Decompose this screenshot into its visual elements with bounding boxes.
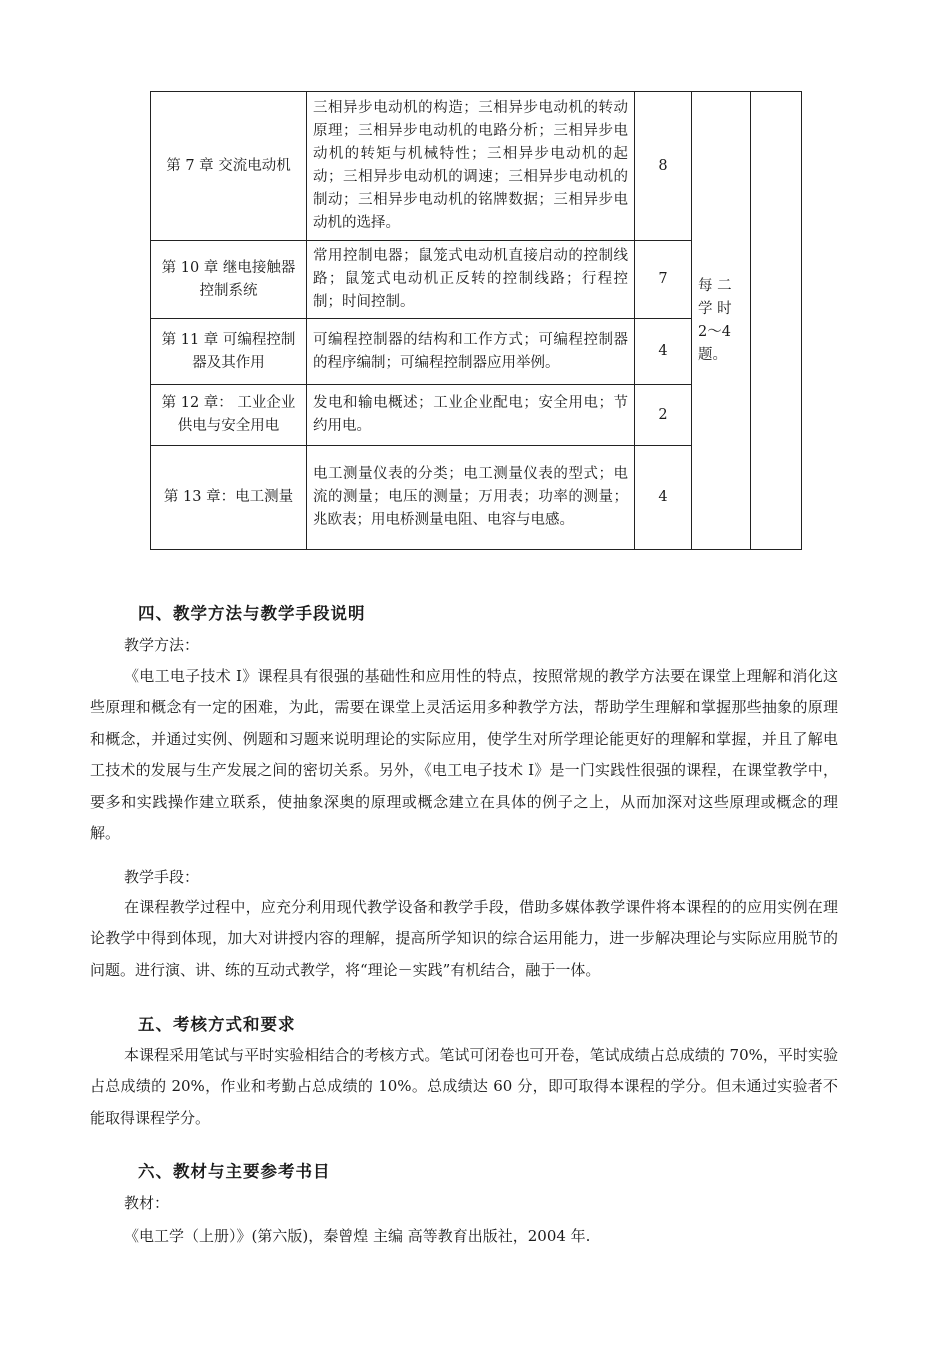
hours-cell: 7 [635,241,692,319]
chapter-cell: 第 7 章 交流电动机 [151,92,307,241]
assessment-paragraph: 本课程采用笔试与平时实验相结合的考核方式。笔试可闭卷也可开卷，笔试成绩占总成绩的 70%，平时实验占总成绩的 20%，作业和考勤占总成绩的 10%。总成绩达 60 分，即可取得本课程的学分。但未通过实验者不能取得课程学分。 [90,1046,838,1127]
section-heading: 五、考核方式和要求 [138,1015,296,1034]
hours-cell: 4 [635,319,692,385]
content-cell: 电工测量仪表的分类；电工测量仪表的型式；电流的测量；电压的测量；万用表；功率的测量；兆欧表；用电桥测量电阻、电容与电感。 [307,446,635,550]
methods-paragraph: 《电工电子技术 I》课程具有很强的基础性和应用性的特点，按照常规的教学方法要在课堂上理解和消化这些原理和概念有一定的困难，为此，需要在课堂上灵活运用多种教学方法，帮助学生理解和掌握那些抽象的原理和概念，并通过实例、例题和习题来说明理论的实际应用，使学生对所学理论能更好的理解和掌握，并且了解电工技术的发展与生产发展之间的密切关系。另外，《电工电子技术 I》是一门实践性很强的课程，在课堂教学中，要多和实践操作建立联系，使抽象深奥的原理或概念建立在具体的例子之上，从而加深对这些原理或概念的理解。 [90,667,838,843]
exercise-note-cell: 每 二 学 时 2～4 题。 [692,92,751,550]
syllabus-table [150,91,802,550]
content-cell: 可编程控制器的结构和工作方式；可编程控制器的程序编制；可编程控制器应用举例。 [307,319,635,385]
textbook-label: 教材： [124,1194,170,1212]
chapter-cell: 第 13 章：电工测量 [151,446,307,550]
hours-cell: 2 [635,385,692,446]
hours-cell: 4 [635,446,692,550]
means-paragraph: 在课程教学过程中，应充分利用现代教学设备和教学手段，借助多媒体教学课件将本课程的的应用实例在理论教学中得到体现，加大对讲授内容的理解，提高所学知识的综合运用能力，进一步解决理论与实际应用脱节的问题。进行演、讲、练的互动式教学，将“理论－实践”有机结合，融于一体。 [90,898,838,979]
textbook-entry: 《电工学（上册）》(第六版)，秦曾煌 主编 高等教育出版社，2004 年. [124,1227,591,1245]
means-label: 教学手段： [124,868,200,886]
empty-cell [751,92,802,550]
chapter-cell: 第 12 章： 工业企业供电与安全用电 [151,385,307,446]
table-row [151,92,802,241]
section-heading: 六、教材与主要参考书目 [138,1162,331,1181]
hours-cell: 8 [635,92,692,241]
content-cell: 发电和输电概述；工业企业配电；安全用电；节约用电。 [307,385,635,446]
chapter-cell: 第 11 章 可编程控制器及其作用 [151,319,307,385]
content-cell: 三相异步电动机的构造；三相异步电动机的转动原理；三相异步电动机的电路分析；三相异步电动机的转矩与机械特性；三相异步电动机的起动；三相异步电动机的调速；三相异步电动机的制动；三相异步电动机的铭牌数据；三相异步电动机的选择。 [307,92,635,241]
section-heading: 四、教学方法与教学手段说明 [138,604,366,623]
methods-label: 教学方法： [124,636,200,654]
content-cell: 常用控制电器；鼠笼式电动机直接启动的控制线路；鼠笼式电动机正反转的控制线路；行程控制；时间控制。 [307,241,635,319]
chapter-cell: 第 10 章 继电接触器控制系统 [151,241,307,319]
